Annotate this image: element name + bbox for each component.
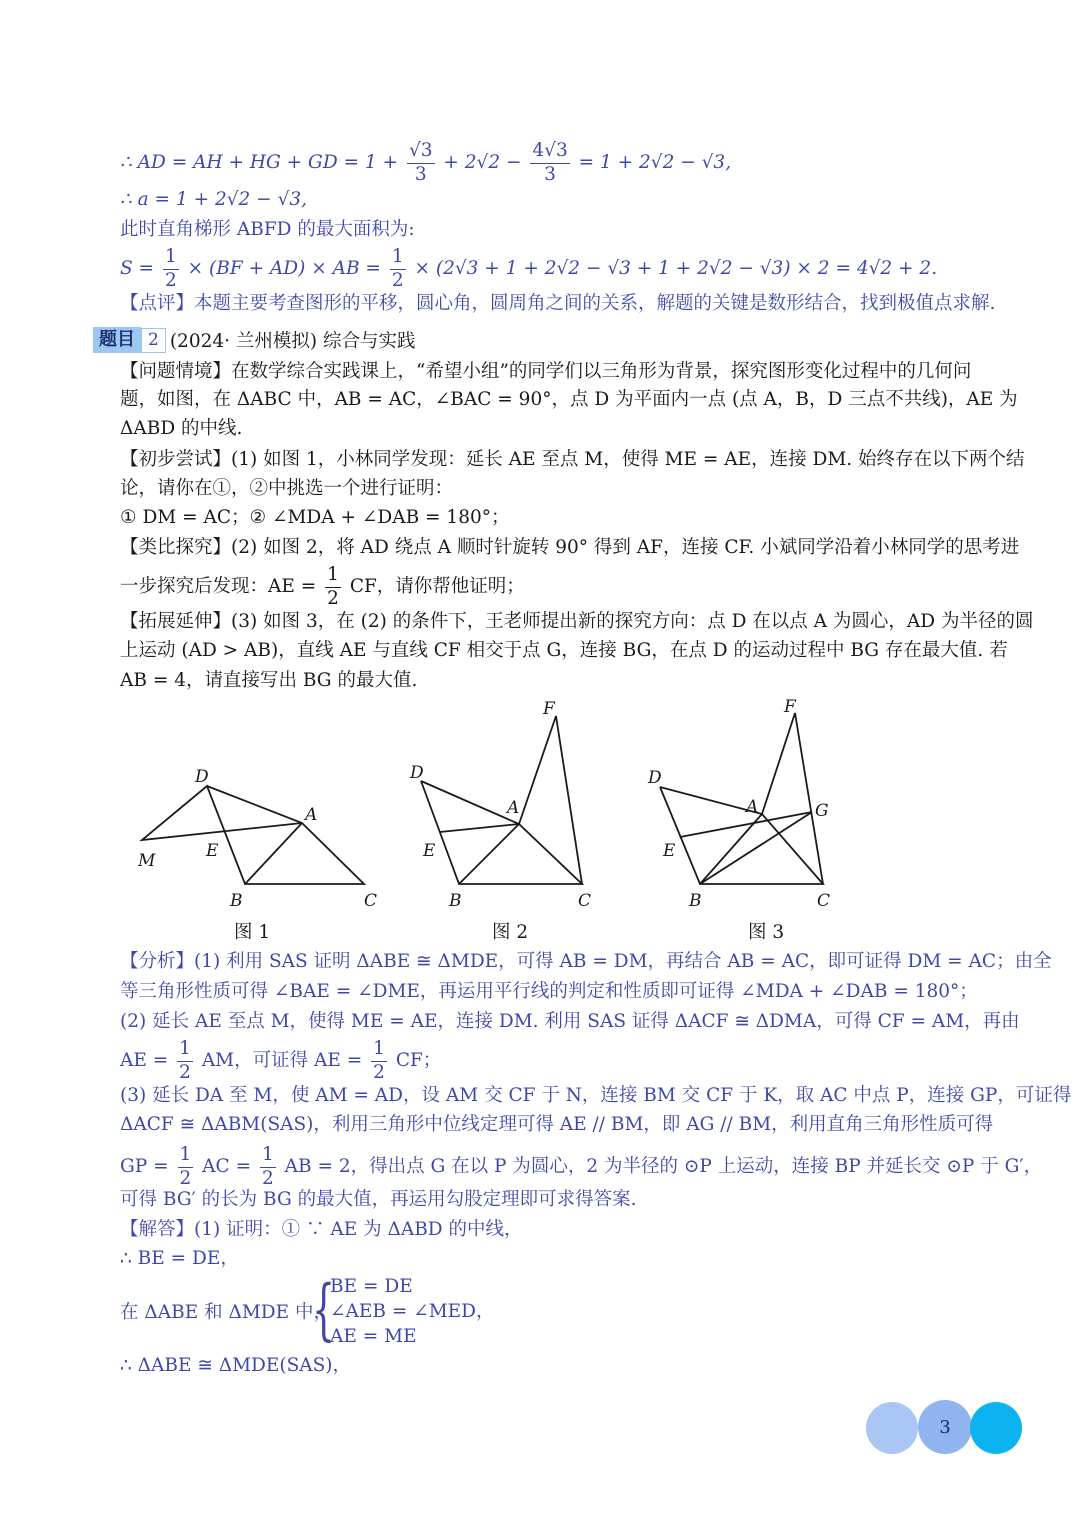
fig1-label-C: C <box>364 891 378 911</box>
question-line-11: AB = 4，请直接写出 BG 的最大值. <box>120 670 418 691</box>
question-line-4: 【初步尝试】(1) 如图 1，小林同学发现：延长 AE 至点 M，使得 ME = AE，连接 DM. 始终存在以下两个结 <box>120 449 1025 470</box>
solution-line-2: ∴ BE = DE， <box>120 1248 239 1269</box>
fig2-label-F: F <box>543 699 555 719</box>
figure-2 <box>421 716 582 884</box>
question-line-2: 题，如图，在 ΔABC 中，AB = AC，∠BAC = 90°，点 D 为平面内一点 (点 A，B，D 三点不共线)，AE 为 <box>120 389 1018 410</box>
analysis-line-6: ΔACF ≅ ΔABM(SAS)，利用三角形中位线定理可得 AE // BM，即 AG // BM，利用直角三角形性质可得 <box>120 1114 994 1135</box>
equation-line-4: S = $\frac{1}{2}$ × (BF + AD) × AB = $\frac{1}{2}$ × (2√3 + 1 + 2√2 − √3 + 1 + 2√2 − √3) × 2 = 4√2 + 2. <box>120 246 938 291</box>
fig2-caption: 图 2 <box>492 922 529 943</box>
fig1-label-E: E <box>206 841 219 861</box>
page-number: 3 <box>918 1400 972 1454</box>
analysis-line-4: AE = $\frac{1}{2}$ AM，可证得 AE = $\frac{1}{2}$ CF； <box>120 1038 442 1083</box>
question-line-10: 上运动 (AD > AB)，直线 AE 与直线 CF 相交于点 G，连接 BG，在点 D 的运动过程中 BG 存在最大值. 若 <box>120 640 1008 661</box>
fig3-caption: 图 3 <box>748 922 785 943</box>
brace-glyph: { <box>312 1271 336 1348</box>
solution-line-4: ∴ ΔABE ≅ ΔMDE(SAS)， <box>120 1355 352 1376</box>
analysis-line-5: (3) 延长 DA 至 M，使 AM = AD，设 AM 交 CF 于 N，连接 BM 交 CF 于 K，取 AC 中点 P，连接 GP，可证得 <box>120 1085 1072 1106</box>
analysis-line-3: (2) 延长 AE 至点 M，使得 ME = AE，连接 DM. 利用 SAS 证得 ΔACF ≅ ΔDMA，可得 CF = AM，再由 <box>120 1011 1020 1032</box>
analysis-line-8: 可得 BG′ 的长为 BG 的最大值，再运用勾股定理即可求得答案. <box>120 1189 637 1210</box>
fig2-label-C: C <box>578 891 592 911</box>
fig1-label-D: D <box>195 767 209 787</box>
fig2-label-B: B <box>449 891 462 911</box>
fig3-label-D: D <box>648 768 662 788</box>
question-line-6: ① DM = AC；② ∠MDA + ∠DAB = 180°； <box>120 507 510 528</box>
tag-label: 题目 <box>93 327 141 353</box>
question-line-5: 论，请你在①，②中挑选一个进行证明： <box>120 478 454 499</box>
tag-text: (2024· 兰州模拟) 综合与实践 <box>169 331 416 352</box>
fig2-label-E: E <box>423 841 436 861</box>
text-line-3: 此时直角梯形 ABFD 的最大面积为: <box>120 219 415 240</box>
fig3-label-E: E <box>663 841 676 861</box>
question-tag <box>93 327 416 353</box>
analysis-line-1: 【分析】(1) 利用 SAS 证明 ΔABE ≅ ΔMDE，可得 AB = DM，再结合 AB = AC，即可证得 DM = AC；由全 <box>120 951 1052 972</box>
question-line-9: 【拓展延伸】(3) 如图 3，在 (2) 的条件下，王老师提出新的探究方向：点 D 在以点 A 为圆心，AD 为半径的圆 <box>120 611 1034 632</box>
question-line-3: ΔABD 的中线. <box>120 418 243 439</box>
question-line-7: 【类比探究】(2) 如图 2，将 AD 绕点 A 顺时针旋转 90° 得到 AF，连接 CF. 小斌同学沿着小林同学的思考进 <box>120 537 1020 558</box>
fig1-caption: 图 1 <box>234 922 271 943</box>
fig2-label-D: D <box>410 763 424 783</box>
system-row-2: ∠AEB = ∠MED， <box>330 1301 495 1322</box>
fig1-label-M: M <box>138 851 156 871</box>
page-badge-right-circle <box>970 1402 1022 1454</box>
fig1-label-B: B <box>230 891 243 911</box>
solution-system <box>312 1271 495 1349</box>
solution-system-lead: 在 ΔABE 和 ΔMDE 中， <box>120 1302 332 1323</box>
analysis-line-7: GP = $\frac{1}{2}$ AC = $\frac{1}{2}$ AB = 2，得出点 G 在以 P 为圆心，2 为半径的 ⊙P 上运动，连接 BP 并延长交 ⊙P 于 G′， <box>120 1144 1043 1189</box>
comment-line: 【点评】本题主要考查图形的平移，圆心角，圆周角之间的关系，解题的关键是数形结合，找到极值点求解. <box>120 293 996 314</box>
fig3-label-B: B <box>689 891 702 911</box>
figure-1 <box>142 786 364 884</box>
figure-3 <box>660 713 823 884</box>
system-row-1: BE = DE <box>330 1276 413 1297</box>
fig3-label-F: F <box>784 697 796 717</box>
equation-line-1: ∴ AD = AH + HG + GD = 1 + $\frac{√3}{3}$ + 2√2 − $\frac{4√3}{3}$ = 1 + 2√2 − √3, <box>120 140 732 185</box>
page-badge-left-circle <box>866 1402 918 1454</box>
fig1-label-A: A <box>305 805 318 825</box>
system-row-3: AE = ME <box>330 1326 417 1347</box>
fig3-label-G: G <box>815 801 829 821</box>
fig3-label-A: A <box>746 797 759 817</box>
analysis-line-2: 等三角形性质可得 ∠BAE = ∠DME，再运用平行线的判定和性质即可证得 ∠MDA + ∠DAB = 180°； <box>120 981 978 1002</box>
question-line-1: 【问题情境】在数学综合实践课上，“希望小组”的同学们以三角形为背景，探究图形变化过程中的几何问 <box>120 361 972 382</box>
fig2-label-A: A <box>507 798 520 818</box>
question-line-8: 一步探究后发现：AE = $\frac{1}{2}$ CF，请你帮他证明； <box>120 564 525 609</box>
equation-line-2: ∴ a = 1 + 2√2 − √3, <box>120 189 308 210</box>
solution-line-1: 【解答】(1) 证明：① ∵ AE 为 ΔABD 的中线， <box>120 1219 523 1240</box>
fig3-label-C: C <box>817 891 831 911</box>
figures-svg <box>0 690 1080 915</box>
tag-number: 2 <box>141 328 166 353</box>
